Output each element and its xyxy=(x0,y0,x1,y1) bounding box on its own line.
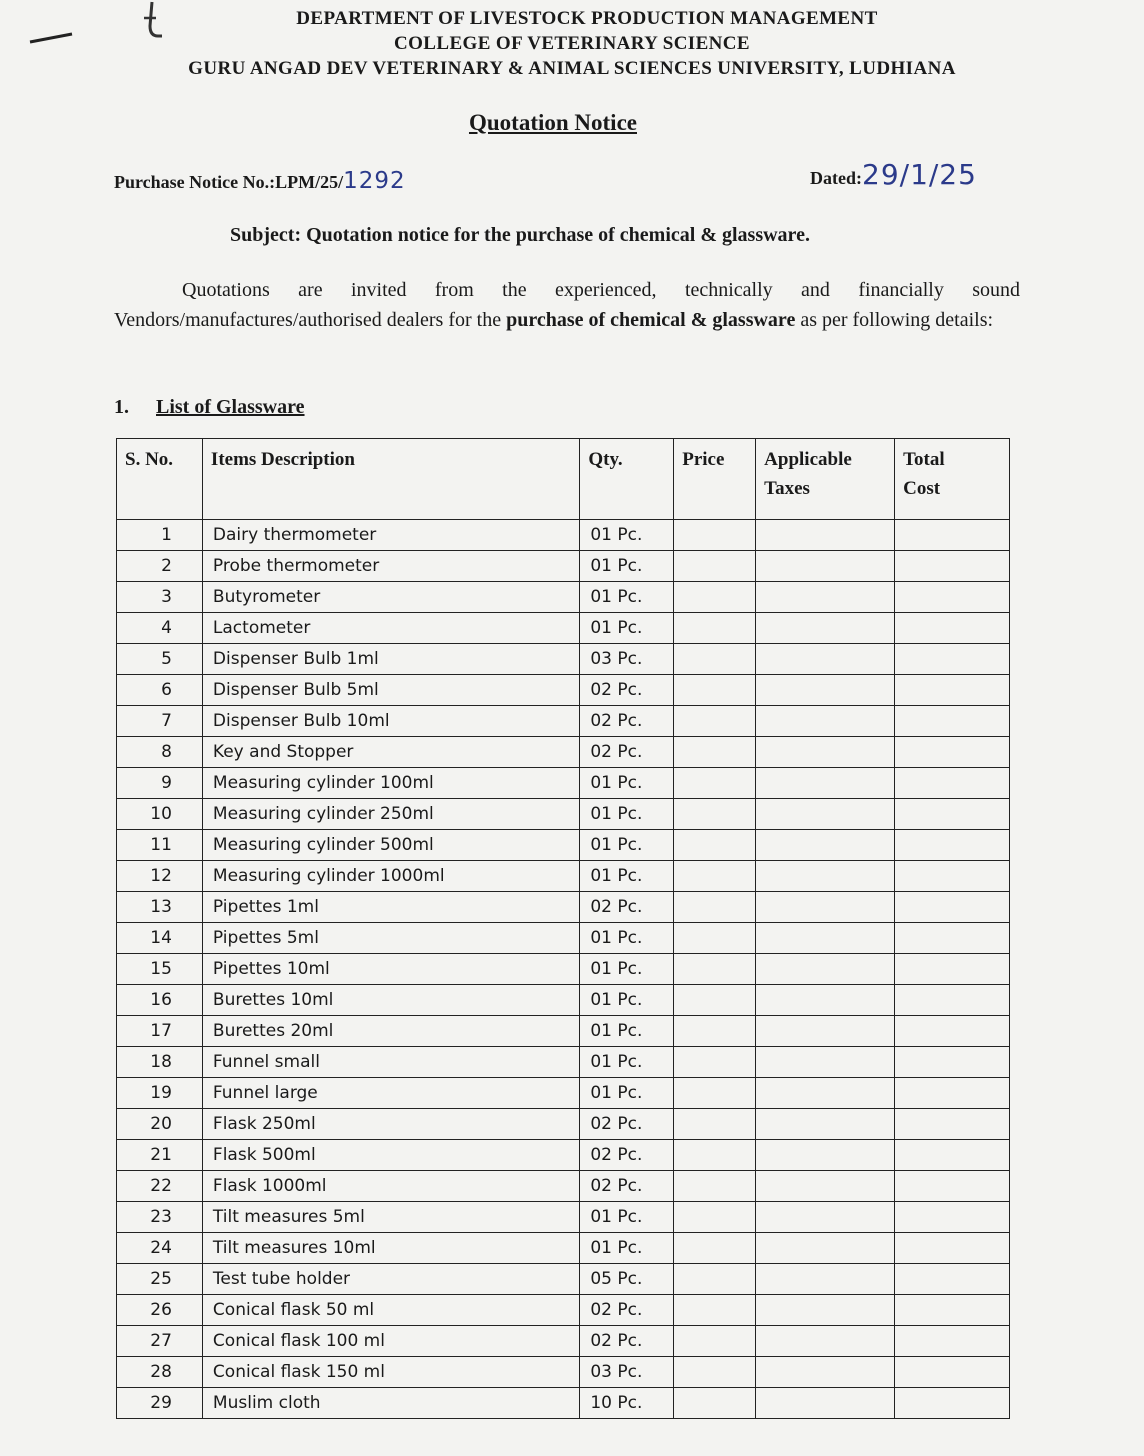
row-price-cell xyxy=(674,830,756,861)
row-serial-number: 4 xyxy=(117,613,203,644)
row-quantity: 01 Pc. xyxy=(580,1233,674,1264)
row-price-cell xyxy=(674,1078,756,1109)
row-total-cell xyxy=(895,1326,1010,1357)
row-quantity: 01 Pc. xyxy=(580,768,674,799)
intro-paragraph xyxy=(114,275,1020,335)
row-taxes-cell xyxy=(756,954,895,985)
row-taxes-cell xyxy=(756,1233,895,1264)
row-taxes-cell xyxy=(756,861,895,892)
row-serial-number: 11 xyxy=(117,830,203,861)
row-serial-number: 26 xyxy=(117,1295,203,1326)
row-taxes-cell xyxy=(756,1171,895,1202)
section-heading xyxy=(114,396,305,419)
row-quantity: 02 Pc. xyxy=(580,892,674,923)
table-row xyxy=(117,1233,1010,1264)
row-serial-number: 20 xyxy=(117,1109,203,1140)
table-row xyxy=(117,737,1010,768)
row-taxes-cell xyxy=(756,1202,895,1233)
row-item-description: Flask 500ml xyxy=(202,1140,579,1171)
row-price-cell xyxy=(674,1295,756,1326)
row-serial-number: 27 xyxy=(117,1326,203,1357)
row-total-cell xyxy=(895,768,1010,799)
row-quantity: 01 Pc. xyxy=(580,799,674,830)
row-item-description: Tilt measures 10ml xyxy=(202,1233,579,1264)
row-serial-number: 14 xyxy=(117,923,203,954)
subject-line: Subject: Quotation notice for the purchase of chemical & glassware. xyxy=(230,224,810,246)
row-serial-number: 7 xyxy=(117,706,203,737)
row-item-description: Dispenser Bulb 10ml xyxy=(202,706,579,737)
table-row xyxy=(117,551,1010,582)
header-qty: Qty. xyxy=(580,439,674,520)
row-price-cell xyxy=(674,954,756,985)
header-total-line2: Cost xyxy=(903,478,941,499)
row-serial-number: 9 xyxy=(117,768,203,799)
table-row xyxy=(117,1016,1010,1047)
handwritten-date: 29/1/25 xyxy=(862,158,977,191)
table-row xyxy=(117,830,1010,861)
section-number: 1. xyxy=(114,396,129,418)
row-total-cell xyxy=(895,1388,1010,1419)
row-serial-number: 2 xyxy=(117,551,203,582)
row-taxes-cell xyxy=(756,1388,895,1419)
row-quantity: 10 Pc. xyxy=(580,1388,674,1419)
row-price-cell xyxy=(674,892,756,923)
row-price-cell xyxy=(674,520,756,551)
row-total-cell xyxy=(895,799,1010,830)
row-quantity: 01 Pc. xyxy=(580,923,674,954)
header-price: Price xyxy=(674,439,756,520)
row-quantity: 02 Pc. xyxy=(580,1326,674,1357)
table-header-row xyxy=(117,439,1010,520)
row-item-description: Pipettes 10ml xyxy=(202,954,579,985)
row-item-description: Funnel large xyxy=(202,1078,579,1109)
row-price-cell xyxy=(674,1047,756,1078)
row-total-cell xyxy=(895,1109,1010,1140)
row-item-description: Burettes 10ml xyxy=(202,985,579,1016)
row-item-description: Dairy thermometer xyxy=(202,520,579,551)
row-item-description: Flask 1000ml xyxy=(202,1171,579,1202)
row-serial-number: 23 xyxy=(117,1202,203,1233)
row-taxes-cell xyxy=(756,675,895,706)
row-total-cell xyxy=(895,1202,1010,1233)
row-serial-number: 12 xyxy=(117,861,203,892)
row-quantity: 02 Pc. xyxy=(580,706,674,737)
row-price-cell xyxy=(674,861,756,892)
header-taxes xyxy=(756,439,895,520)
row-item-description: Measuring cylinder 500ml xyxy=(202,830,579,861)
row-serial-number: 22 xyxy=(117,1171,203,1202)
table-row xyxy=(117,644,1010,675)
row-serial-number: 3 xyxy=(117,582,203,613)
table-row xyxy=(117,861,1010,892)
table-row xyxy=(117,1047,1010,1078)
row-item-description: Funnel small xyxy=(202,1047,579,1078)
row-serial-number: 13 xyxy=(117,892,203,923)
row-taxes-cell xyxy=(756,1109,895,1140)
row-total-cell xyxy=(895,892,1010,923)
row-taxes-cell xyxy=(756,1016,895,1047)
row-price-cell xyxy=(674,923,756,954)
table-row xyxy=(117,706,1010,737)
row-item-description: Dispenser Bulb 5ml xyxy=(202,675,579,706)
header-description: Items Description xyxy=(202,439,579,520)
row-price-cell xyxy=(674,1171,756,1202)
row-quantity: 01 Pc. xyxy=(580,830,674,861)
row-price-cell xyxy=(674,1326,756,1357)
row-total-cell xyxy=(895,954,1010,985)
row-total-cell xyxy=(895,1357,1010,1388)
row-quantity: 02 Pc. xyxy=(580,1109,674,1140)
row-taxes-cell xyxy=(756,1357,895,1388)
row-taxes-cell xyxy=(756,1326,895,1357)
row-quantity: 01 Pc. xyxy=(580,1202,674,1233)
row-item-description: Lactometer xyxy=(202,613,579,644)
row-item-description: Tilt measures 5ml xyxy=(202,1202,579,1233)
row-taxes-cell xyxy=(756,892,895,923)
row-price-cell xyxy=(674,582,756,613)
row-item-description: Conical flask 150 ml xyxy=(202,1357,579,1388)
university-name: GURU ANGAD DEV VETERINARY & ANIMAL SCIENCES UNIVERSITY, LUDHIANA xyxy=(188,58,956,79)
row-serial-number: 24 xyxy=(117,1233,203,1264)
row-item-description: Muslim cloth xyxy=(202,1388,579,1419)
row-total-cell xyxy=(895,644,1010,675)
intro-text-2: as per following details: xyxy=(795,309,994,331)
row-price-cell xyxy=(674,675,756,706)
row-taxes-cell xyxy=(756,1264,895,1295)
row-item-description: Pipettes 5ml xyxy=(202,923,579,954)
row-serial-number: 16 xyxy=(117,985,203,1016)
row-serial-number: 28 xyxy=(117,1357,203,1388)
row-quantity: 01 Pc. xyxy=(580,520,674,551)
row-total-cell xyxy=(895,1233,1010,1264)
header-total-line1: Total xyxy=(903,449,945,470)
row-serial-number: 1 xyxy=(117,520,203,551)
table-row xyxy=(117,1109,1010,1140)
table-row xyxy=(117,1171,1010,1202)
row-item-description: Measuring cylinder 250ml xyxy=(202,799,579,830)
college-name: COLLEGE OF VETERINARY SCIENCE xyxy=(394,33,750,54)
row-quantity: 03 Pc. xyxy=(580,1357,674,1388)
table-row xyxy=(117,520,1010,551)
row-total-cell xyxy=(895,830,1010,861)
row-price-cell xyxy=(674,1233,756,1264)
row-item-description: Flask 250ml xyxy=(202,1109,579,1140)
row-item-description: Pipettes 1ml xyxy=(202,892,579,923)
row-quantity: 01 Pc. xyxy=(580,1016,674,1047)
table-row xyxy=(117,892,1010,923)
row-serial-number: 19 xyxy=(117,1078,203,1109)
row-price-cell xyxy=(674,644,756,675)
row-quantity: 02 Pc. xyxy=(580,1295,674,1326)
row-serial-number: 10 xyxy=(117,799,203,830)
row-total-cell xyxy=(895,985,1010,1016)
row-item-description: Burettes 20ml xyxy=(202,1016,579,1047)
row-taxes-cell xyxy=(756,1047,895,1078)
row-quantity: 01 Pc. xyxy=(580,551,674,582)
intro-text-bold: purchase of chemical & glassware xyxy=(506,309,796,331)
row-price-cell xyxy=(674,706,756,737)
table-row xyxy=(117,768,1010,799)
row-total-cell xyxy=(895,1047,1010,1078)
row-price-cell xyxy=(674,1140,756,1171)
date-field xyxy=(810,158,977,191)
row-taxes-cell xyxy=(756,985,895,1016)
row-price-cell xyxy=(674,1388,756,1419)
row-quantity: 01 Pc. xyxy=(580,582,674,613)
row-price-cell xyxy=(674,1357,756,1388)
glassware-table xyxy=(116,438,1010,1419)
handwritten-notice-number: 1292 xyxy=(343,168,406,194)
header-taxes-line1: Applicable xyxy=(764,449,852,470)
row-price-cell xyxy=(674,985,756,1016)
table-row xyxy=(117,582,1010,613)
row-item-description: Dispenser Bulb 1ml xyxy=(202,644,579,675)
table-row xyxy=(117,1326,1010,1357)
row-taxes-cell xyxy=(756,582,895,613)
row-price-cell xyxy=(674,1016,756,1047)
page-title: Quotation Notice xyxy=(468,110,637,135)
row-item-description: Measuring cylinder 100ml xyxy=(202,768,579,799)
purchase-notice-number xyxy=(114,168,406,194)
row-total-cell xyxy=(895,551,1010,582)
row-total-cell xyxy=(895,1078,1010,1109)
row-quantity: 02 Pc. xyxy=(580,737,674,768)
date-label: Dated: xyxy=(810,168,862,188)
row-taxes-cell xyxy=(756,1078,895,1109)
row-taxes-cell xyxy=(756,768,895,799)
table-row xyxy=(117,1388,1010,1419)
row-item-description: Measuring cylinder 1000ml xyxy=(202,861,579,892)
row-serial-number: 21 xyxy=(117,1140,203,1171)
table-row xyxy=(117,923,1010,954)
row-price-cell xyxy=(674,1264,756,1295)
row-quantity: 01 Pc. xyxy=(580,1078,674,1109)
row-taxes-cell xyxy=(756,799,895,830)
row-price-cell xyxy=(674,737,756,768)
row-total-cell xyxy=(895,675,1010,706)
row-taxes-cell xyxy=(756,644,895,675)
header-taxes-line2: Taxes xyxy=(764,478,810,499)
table-row xyxy=(117,1078,1010,1109)
row-quantity: 01 Pc. xyxy=(580,613,674,644)
row-total-cell xyxy=(895,1264,1010,1295)
row-price-cell xyxy=(674,1109,756,1140)
row-total-cell xyxy=(895,582,1010,613)
row-item-description: Butyrometer xyxy=(202,582,579,613)
row-serial-number: 8 xyxy=(117,737,203,768)
table-row xyxy=(117,799,1010,830)
row-price-cell xyxy=(674,1202,756,1233)
row-total-cell xyxy=(895,1016,1010,1047)
table-row xyxy=(117,1140,1010,1171)
row-taxes-cell xyxy=(756,1140,895,1171)
row-item-description: Test tube holder xyxy=(202,1264,579,1295)
row-total-cell xyxy=(895,706,1010,737)
header-total xyxy=(895,439,1010,520)
table-row xyxy=(117,613,1010,644)
row-quantity: 02 Pc. xyxy=(580,675,674,706)
row-quantity: 01 Pc. xyxy=(580,1047,674,1078)
row-taxes-cell xyxy=(756,706,895,737)
intro-text-1: Quotations are invited from the experienced, technically and financially sound Vendors/manufactures/authorised dealers for the xyxy=(114,279,1020,331)
row-quantity: 01 Pc. xyxy=(580,985,674,1016)
row-taxes-cell xyxy=(756,737,895,768)
row-serial-number: 5 xyxy=(117,644,203,675)
row-taxes-cell xyxy=(756,830,895,861)
department-name: DEPARTMENT OF LIVESTOCK PRODUCTION MANAGEMENT xyxy=(296,8,878,29)
row-quantity: 05 Pc. xyxy=(580,1264,674,1295)
row-serial-number: 25 xyxy=(117,1264,203,1295)
row-taxes-cell xyxy=(756,923,895,954)
section-title: List of Glassware xyxy=(156,396,305,418)
row-total-cell xyxy=(895,520,1010,551)
row-item-description: Conical flask 100 ml xyxy=(202,1326,579,1357)
row-total-cell xyxy=(895,1140,1010,1171)
table-row xyxy=(117,1357,1010,1388)
row-item-description: Conical flask 50 ml xyxy=(202,1295,579,1326)
row-serial-number: 15 xyxy=(117,954,203,985)
row-item-description: Probe thermometer xyxy=(202,551,579,582)
row-quantity: 03 Pc. xyxy=(580,644,674,675)
table-row xyxy=(117,1264,1010,1295)
table-row xyxy=(117,1202,1010,1233)
row-price-cell xyxy=(674,799,756,830)
purchase-notice-label: Purchase Notice No.:LPM/25/ xyxy=(114,172,344,192)
letterhead xyxy=(0,6,1144,81)
row-quantity: 02 Pc. xyxy=(580,1140,674,1171)
row-total-cell xyxy=(895,861,1010,892)
table-row xyxy=(117,985,1010,1016)
row-serial-number: 29 xyxy=(117,1388,203,1419)
row-price-cell xyxy=(674,768,756,799)
row-total-cell xyxy=(895,1171,1010,1202)
table-row xyxy=(117,675,1010,706)
row-taxes-cell xyxy=(756,613,895,644)
row-serial-number: 6 xyxy=(117,675,203,706)
row-total-cell xyxy=(895,1295,1010,1326)
row-serial-number: 18 xyxy=(117,1047,203,1078)
table-row xyxy=(117,954,1010,985)
row-price-cell xyxy=(674,613,756,644)
row-serial-number: 17 xyxy=(117,1016,203,1047)
row-quantity: 01 Pc. xyxy=(580,954,674,985)
header-sno: S. No. xyxy=(117,439,203,520)
row-taxes-cell xyxy=(756,551,895,582)
table-row xyxy=(117,1295,1010,1326)
row-taxes-cell xyxy=(756,1295,895,1326)
row-price-cell xyxy=(674,551,756,582)
row-total-cell xyxy=(895,613,1010,644)
row-taxes-cell xyxy=(756,520,895,551)
row-item-description: Key and Stopper xyxy=(202,737,579,768)
row-total-cell xyxy=(895,737,1010,768)
row-quantity: 02 Pc. xyxy=(580,1171,674,1202)
row-total-cell xyxy=(895,923,1010,954)
row-quantity: 01 Pc. xyxy=(580,861,674,892)
